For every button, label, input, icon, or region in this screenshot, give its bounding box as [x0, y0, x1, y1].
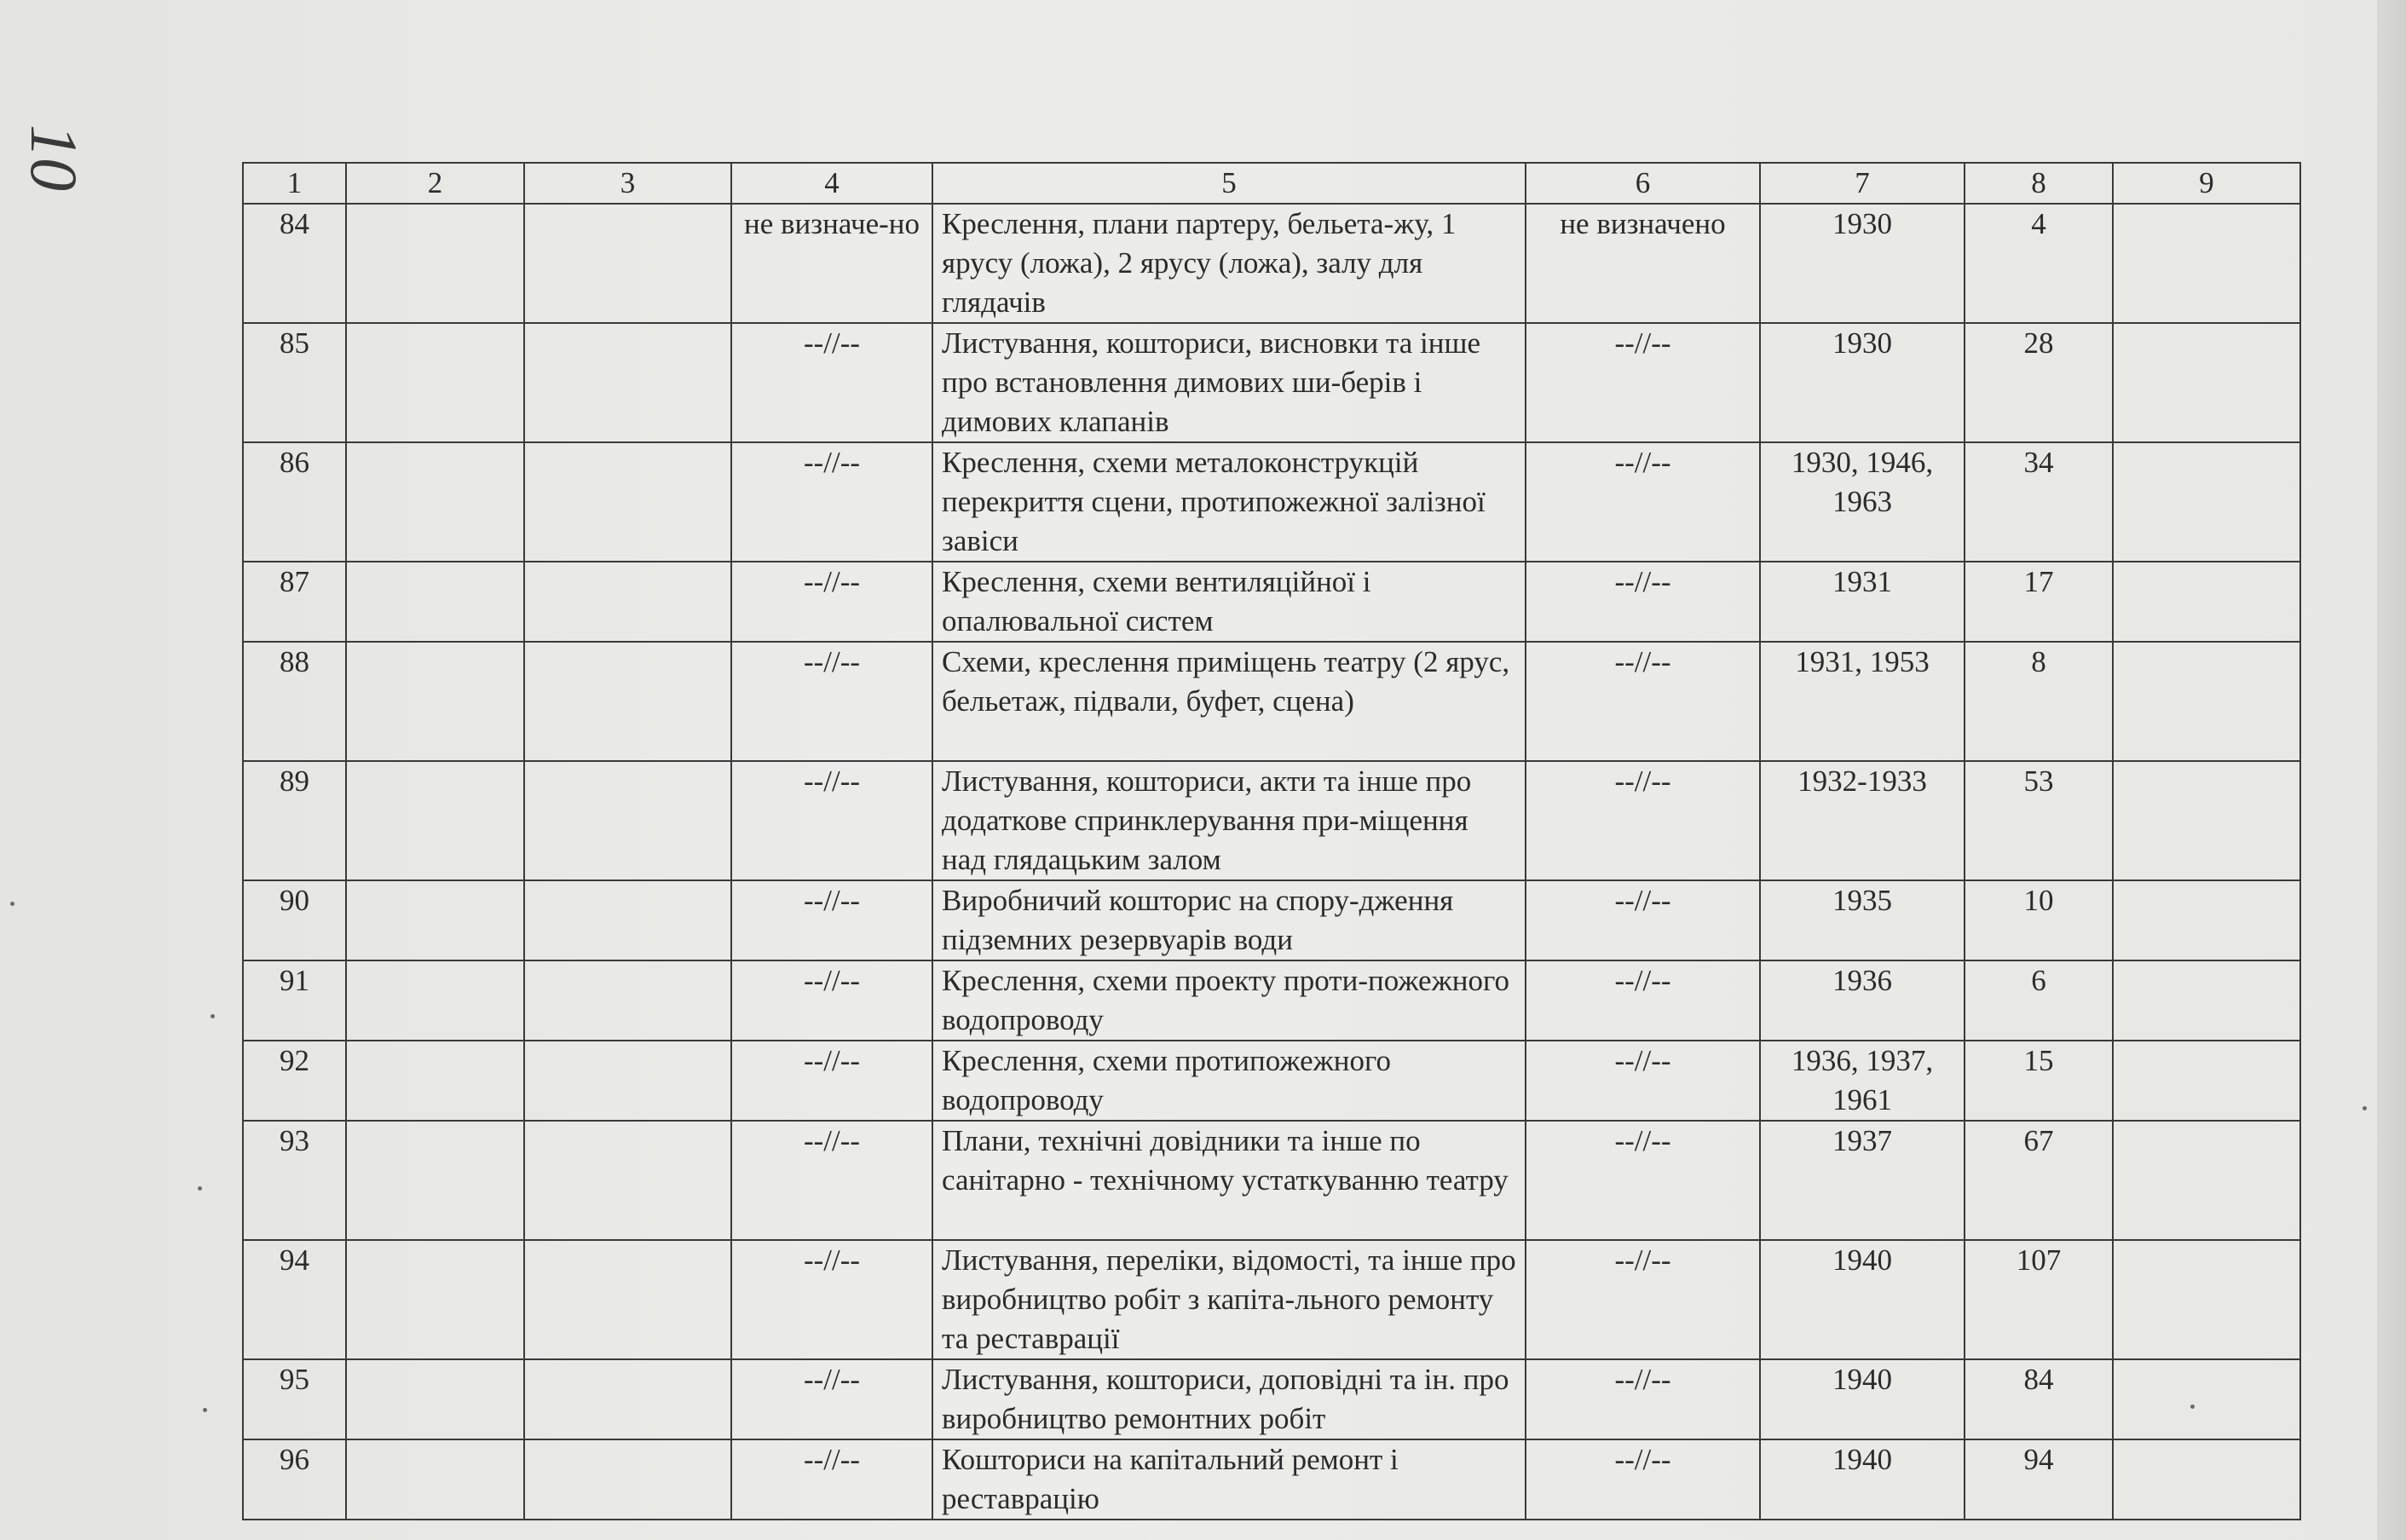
cell-col6: --//--: [1526, 1121, 1760, 1240]
column-header-7: 7: [1760, 163, 1965, 204]
row-number: 87: [243, 562, 346, 642]
row-number: 93: [243, 1121, 346, 1240]
cell-col4: --//--: [731, 761, 932, 880]
scan-speck: [198, 1186, 202, 1191]
cell-col2: [346, 1359, 524, 1439]
scan-speck: [203, 1408, 207, 1412]
cell-col2: [346, 204, 524, 323]
table-row: [243, 960, 2300, 1041]
cell-col2: [346, 880, 524, 960]
row-number: 85: [243, 323, 346, 442]
cell-col2: [346, 1041, 524, 1121]
table-row: [243, 1439, 2300, 1520]
row-number: 91: [243, 960, 346, 1041]
cell-description: Креслення, схеми вентиляційної і опалювальної систем: [932, 562, 1526, 642]
table-row: [243, 1359, 2300, 1439]
table-row: [243, 880, 2300, 960]
cell-col6: --//--: [1526, 1041, 1760, 1121]
cell-col3: [524, 323, 731, 442]
cell-col3: [524, 1439, 731, 1520]
table-row: [243, 761, 2300, 880]
row-number: 92: [243, 1041, 346, 1121]
cell-col3: [524, 880, 731, 960]
cell-col4: --//--: [731, 642, 932, 761]
cell-col4: не визначе-но: [731, 204, 932, 323]
scan-speck: [10, 902, 14, 906]
table-row: [243, 1121, 2300, 1240]
cell-col3: [524, 761, 731, 880]
table-row: [243, 642, 2300, 761]
cell-description: Креслення, схеми металоконструкцій перекриття сцени, протипожежної залізної завіси: [932, 442, 1526, 562]
cell-col3: [524, 442, 731, 562]
row-number: 88: [243, 642, 346, 761]
cell-col2: [346, 562, 524, 642]
cell-col9: [2113, 442, 2300, 562]
row-number: 86: [243, 442, 346, 562]
table-row: [243, 323, 2300, 442]
cell-col9: [2113, 642, 2300, 761]
cell-col4: --//--: [731, 1359, 932, 1439]
table-row: [243, 1240, 2300, 1359]
cell-dates: 1935: [1760, 880, 1965, 960]
cell-col9: [2113, 1121, 2300, 1240]
cell-count: 94: [1965, 1439, 2113, 1520]
cell-col9: [2113, 960, 2300, 1041]
cell-dates: 1940: [1760, 1439, 1965, 1520]
cell-count: 84: [1965, 1359, 2113, 1439]
cell-dates: 1932-1933: [1760, 761, 1965, 880]
cell-description: Листування, кошториси, доповідні та ін. про виробництво ремонтних робіт: [932, 1359, 1526, 1439]
cell-description: Листування, кошториси, висновки та інше про встановлення димових ши-берів і димових клапанів: [932, 323, 1526, 442]
cell-count: 10: [1965, 880, 2113, 960]
cell-col4: --//--: [731, 1041, 932, 1121]
row-number: 84: [243, 204, 346, 323]
cell-col3: [524, 1041, 731, 1121]
cell-count: 28: [1965, 323, 2113, 442]
cell-dates: 1930, 1946, 1963: [1760, 442, 1965, 562]
cell-description: Листування, кошториси, акти та інше про додаткове спринклерування при-міщення над глядацьким залом: [932, 761, 1526, 880]
cell-col2: [346, 761, 524, 880]
cell-col4: --//--: [731, 323, 932, 442]
cell-col9: [2113, 204, 2300, 323]
cell-col2: [346, 1439, 524, 1520]
cell-col2: [346, 642, 524, 761]
paper-edge: [2377, 0, 2406, 1540]
column-header-2: 2: [346, 163, 524, 204]
row-number: 90: [243, 880, 346, 960]
column-header-1: 1: [243, 163, 346, 204]
cell-description: Креслення, схеми протипожежного водопроводу: [932, 1041, 1526, 1121]
cell-dates: 1937: [1760, 1121, 1965, 1240]
column-header-8: 8: [1965, 163, 2113, 204]
column-header-6: 6: [1526, 163, 1760, 204]
scan-speck: [2363, 1106, 2367, 1110]
inventory-table: [242, 162, 2301, 1520]
cell-col9: [2113, 1359, 2300, 1439]
cell-count: 4: [1965, 204, 2113, 323]
row-number: 89: [243, 761, 346, 880]
cell-col9: [2113, 562, 2300, 642]
cell-description: Схеми, креслення приміщень театру (2 ярус, бельетаж, підвали, буфет, сцена): [932, 642, 1526, 761]
cell-col6: --//--: [1526, 562, 1760, 642]
cell-col3: [524, 1359, 731, 1439]
cell-col9: [2113, 880, 2300, 960]
table-row: [243, 562, 2300, 642]
cell-col9: [2113, 1439, 2300, 1520]
cell-dates: 1936, 1937, 1961: [1760, 1041, 1965, 1121]
row-number: 94: [243, 1240, 346, 1359]
cell-col3: [524, 562, 731, 642]
cell-dates: 1930: [1760, 323, 1965, 442]
cell-col2: [346, 442, 524, 562]
cell-col3: [524, 204, 731, 323]
cell-col6: --//--: [1526, 442, 1760, 562]
cell-col6: --//--: [1526, 960, 1760, 1041]
cell-dates: 1931: [1760, 562, 1965, 642]
cell-description: Виробничий кошторис на спору-дження підземних резервуарів води: [932, 880, 1526, 960]
column-header-3: 3: [524, 163, 731, 204]
cell-col6: --//--: [1526, 761, 1760, 880]
cell-dates: 1940: [1760, 1359, 1965, 1439]
row-number: 96: [243, 1439, 346, 1520]
cell-col4: --//--: [731, 880, 932, 960]
cell-col4: --//--: [731, 1240, 932, 1359]
cell-col4: --//--: [731, 562, 932, 642]
table-row: [243, 204, 2300, 323]
cell-count: 53: [1965, 761, 2113, 880]
cell-col3: [524, 1121, 731, 1240]
cell-col6: --//--: [1526, 642, 1760, 761]
cell-dates: 1936: [1760, 960, 1965, 1041]
cell-description: Плани, технічні довідники та інше по санітарно - технічному устаткуванню театру: [932, 1121, 1526, 1240]
cell-description: Креслення, схеми проекту проти-пожежного водопроводу: [932, 960, 1526, 1041]
cell-col2: [346, 1121, 524, 1240]
cell-col6: --//--: [1526, 1439, 1760, 1520]
cell-col3: [524, 1240, 731, 1359]
cell-col3: [524, 960, 731, 1041]
scan-speck: [211, 1014, 215, 1018]
cell-col9: [2113, 761, 2300, 880]
cell-col9: [2113, 323, 2300, 442]
cell-dates: 1930: [1760, 204, 1965, 323]
cell-count: 8: [1965, 642, 2113, 761]
cell-col3: [524, 642, 731, 761]
cell-col2: [346, 323, 524, 442]
cell-col4: --//--: [731, 442, 932, 562]
table-row: [243, 442, 2300, 562]
column-header-4: 4: [731, 163, 932, 204]
header-row: [243, 163, 2300, 204]
column-header-9: 9: [2113, 163, 2300, 204]
cell-col6: --//--: [1526, 323, 1760, 442]
cell-col6: не визначено: [1526, 204, 1760, 323]
cell-description: Кошториси на капітальний ремонт і реставрацію: [932, 1439, 1526, 1520]
cell-col6: --//--: [1526, 1240, 1760, 1359]
cell-count: 107: [1965, 1240, 2113, 1359]
cell-col4: --//--: [731, 1439, 932, 1520]
row-number: 95: [243, 1359, 346, 1439]
cell-count: 6: [1965, 960, 2113, 1041]
cell-description: Листування, переліки, відомості, та інше про виробництво робіт з капіта-льного ремонту та реставрації: [932, 1240, 1526, 1359]
cell-col2: [346, 1240, 524, 1359]
cell-col9: [2113, 1240, 2300, 1359]
cell-count: 67: [1965, 1121, 2113, 1240]
cell-count: 15: [1965, 1041, 2113, 1121]
cell-count: 17: [1965, 562, 2113, 642]
cell-col9: [2113, 1041, 2300, 1121]
cell-col4: --//--: [731, 960, 932, 1041]
cell-count: 34: [1965, 442, 2113, 562]
handwritten-page-number: 10: [17, 124, 91, 191]
column-header-5: 5: [932, 163, 1526, 204]
cell-description: Креслення, плани партеру, бельета-жу, 1 ярусу (ложа), 2 ярусу (ложа), залу для глядачів: [932, 204, 1526, 323]
cell-col6: --//--: [1526, 880, 1760, 960]
table-row: [243, 1041, 2300, 1121]
cell-col2: [346, 960, 524, 1041]
cell-dates: 1940: [1760, 1240, 1965, 1359]
cell-col4: --//--: [731, 1121, 932, 1240]
cell-dates: 1931, 1953: [1760, 642, 1965, 761]
cell-col6: --//--: [1526, 1359, 1760, 1439]
